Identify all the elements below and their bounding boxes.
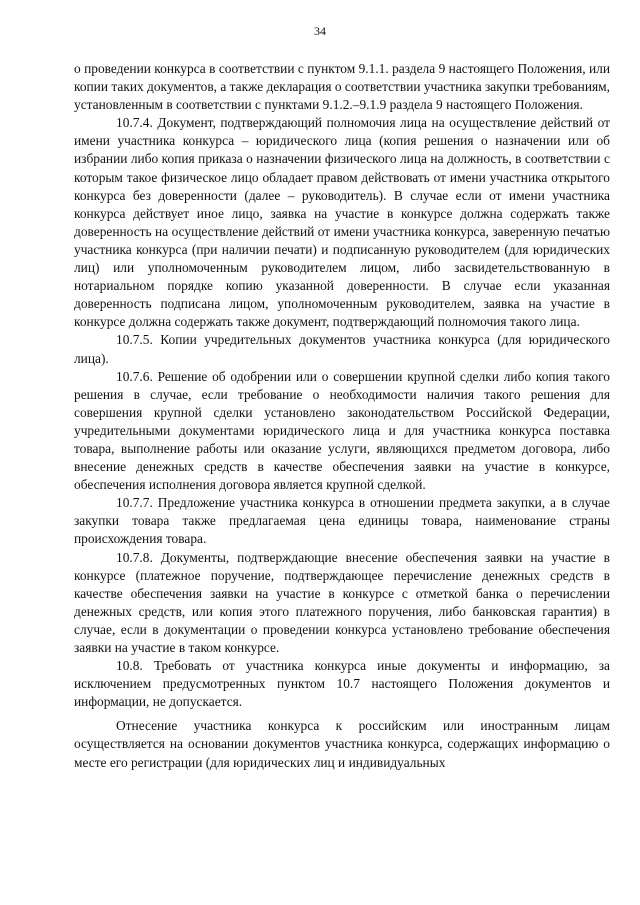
page-number: 34 <box>314 24 326 38</box>
paragraph-10-7-4: 10.7.4. Документ, подтверждающий полномочия лица на осуществление действий от имени участника конкурса – юридического лица (копия решения о назначении или об избрании либо копия приказа о назначении физического лица на должность, в соответствии с которым такое физическое лицо обладает правом действовать от имени участника открытого конкурса без доверенности (далее – руководитель). В случае если от имени участника конкурса действует иное лицо, заявка на участие в конкурсе должна содержать также доверенность на осуществление действий от имени участника конкурса, заверенную печатью участника конкурса (при наличии печати) и подписанную руководителем (для юридических лиц) или уполномоченным руководителем лицом, либо засвидетельствованную в нотариальном порядке копию указанной доверенности. В случае если указанная доверенность подписана лицом, уполномоченным руководителем, заявка на участие в конкурсе должна содержать также документ, подтверждающий полномочия такого лица. <box>74 115 610 330</box>
paragraph-10-7-6: 10.7.6. Решение об одобрении или о совершении крупной сделки либо копия такого решения в случае, если требование о необходимости наличия такого решения для совершения крупной сделки установлено законодательством Российской Федерации, учредительными документами юридического лица и для участника конкурса поставка товара, выполнение работы или оказание услуги, являющихся предметом договора, либо внесение денежных средств в качестве обеспечения заявки на участие в конкурсе, обеспечения исполнения договора является крупной сделкой. <box>74 368 610 493</box>
paragraph-attribution: Отнесение участника конкурса к российским или иностранным лицам осуществляется на основании документов участника конкурса, содержащих информацию о месте его регистрации (для юридических лиц и индивидуальных <box>74 718 610 770</box>
document-body <box>74 60 610 772</box>
paragraph-10-7-7: 10.7.7. Предложение участника конкурса в отношении предмета закупки, а в случае закупки товара также предлагаемая цена единицы товара, наименование страны происхождения товара. <box>74 495 610 547</box>
paragraph-10-7-8: 10.7.8. Документы, подтверждающие внесение обеспечения заявки на участие в конкурсе (платежное поручение, подтверждающее перечисление денежных средств в качестве обеспечения заявки на участие в конкурсе с отметкой банка о перечислении денежных средств, или копия этого платежного поручения, либо банковская гарантия) в случае, если в документации о проведении конкурса установлено требование обеспечения заявки на участие в таком конкурсе. <box>74 549 610 655</box>
paragraph-continuation: о проведении конкурса в соответствии с пунктом 9.1.1. раздела 9 настоящего Положения, или копии таких документов, а также декларация о соответствии участника закупки требованиям, установленным в соответствии с пунктами 9.1.2.–9.1.9 раздела 9 настоящего Положения. <box>74 61 610 113</box>
paragraph-10-8: 10.8. Требовать от участника конкурса иные документы и информацию, за исключением предусмотренных пунктом 10.7 настоящего Положения документов и информации, не допускается. <box>74 658 610 710</box>
paragraph-10-7-5: 10.7.5. Копии учредительных документов участника конкурса (для юридического лица). <box>74 332 610 366</box>
